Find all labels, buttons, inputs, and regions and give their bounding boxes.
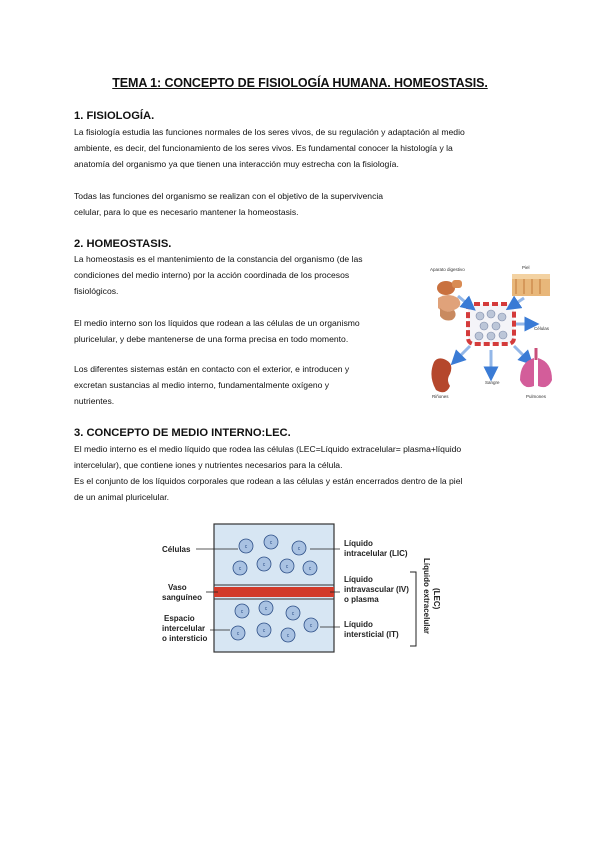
label-cells: Células	[534, 326, 550, 331]
label-digestive: Aparato digestivo	[430, 267, 465, 272]
section-2-paragraph-1: La homeostasis es el mantenimiento de la constancia del organismo (de las condiciones del medio interno) por la acción coordinada de los procesos fisiológicos.	[74, 254, 363, 296]
page-title: TEMA 1: CONCEPTO DE FISIOLOGÍA HUMANA. HOMEOSTASIS.	[112, 76, 488, 90]
label-iv-3: o plasma	[344, 595, 379, 604]
label-lec-2: (LEC)	[432, 588, 441, 610]
svg-text:c: c	[262, 562, 266, 568]
svg-text:c: c	[238, 566, 242, 572]
label-space-2: intercelular	[162, 624, 206, 633]
svg-text:c: c	[262, 628, 266, 634]
section-2-heading: 2. HOMEOSTASIS.	[74, 238, 172, 250]
label-vessel-1: Vaso	[168, 583, 187, 592]
label-cells: Células	[162, 545, 191, 554]
lungs-icon	[520, 348, 552, 387]
label-skin: Piel	[522, 265, 530, 270]
section-2-paragraph-2: El medio interno son los líquidos que rodean a las células de un organismo pluricelular, y debe mantenerse de una forma precisa en todo momento.	[74, 318, 360, 344]
section-2-paragraph-3: Los diferentes sistemas están en contacto con el exterior, e introducen y excretan sustancias al medio interno, fundamentalmente oxígeno y nutrientes.	[74, 364, 350, 406]
label-vessel-2: sanguíneo	[162, 593, 203, 602]
svg-text:c: c	[297, 546, 301, 552]
label-space-1: Espacio	[164, 614, 195, 623]
lec-bracket	[410, 572, 416, 646]
label-lec-1: Líquido extracelular	[422, 558, 431, 635]
homeostasis-diagram	[428, 262, 554, 400]
blood-vessel-band	[214, 587, 334, 597]
cells-center-icon	[468, 304, 514, 344]
label-iv-2: intravascular (IV)	[344, 585, 409, 594]
svg-text:c: c	[269, 540, 273, 546]
svg-text:c: c	[308, 566, 312, 572]
label-kidney: Riñones	[432, 394, 449, 399]
svg-text:c: c	[264, 606, 268, 612]
label-it-1: Líquido	[344, 620, 373, 629]
svg-text:c: c	[285, 564, 289, 570]
digestive-organs-icon	[437, 280, 462, 321]
label-lic-1: Líquido	[344, 539, 373, 548]
label-lic-2: intracelular (LIC)	[344, 549, 408, 558]
label-lungs: Pulmones	[526, 394, 547, 399]
svg-text:c: c	[236, 631, 240, 637]
section-1-paragraph-2: Todas las funciones del organismo se realizan con el objetivo de la supervivencia celular, para lo que es necesario mantener la homeostasis.	[74, 191, 384, 217]
label-blood: Sangre	[485, 380, 500, 385]
section-1-heading: 1. FISIOLOGÍA.	[74, 110, 155, 122]
label-iv-1: Líquido	[344, 575, 373, 584]
label-space-3: o intersticio	[162, 634, 208, 643]
skin-section-icon	[512, 274, 550, 296]
svg-text:c: c	[291, 611, 295, 617]
section-1-paragraph-1: La fisiología estudia las funciones normales de los seres vivos, de su regulación y adaptación al medio ambiente, es decir, del funcionamiento de los seres vivos. Es fundamental conocer la histología y la anatomía del organismo ya que tienen una interacción muy estrecha con la fisiología.	[74, 127, 465, 169]
section-3-paragraph-1: El medio interno es el medio líquido que rodea las células (LEC=Líquido extracelular= plasma+líquido intercelular), que contiene iones y nutrientes necesarios para la célula. Es el conjunto de los líquidos corporales que rodean a las células y están encerrados dentro de la piel de un animal pluricelular.	[74, 444, 463, 502]
fluid-compartments-diagram	[160, 522, 450, 656]
svg-text:c: c	[286, 633, 290, 639]
section-3-heading: 3. CONCEPTO DE MEDIO INTERNO:LEC.	[74, 427, 291, 439]
svg-text:c: c	[240, 609, 244, 615]
kidney-icon	[431, 358, 451, 392]
svg-text:c: c	[309, 623, 313, 629]
svg-text:c: c	[244, 544, 248, 550]
label-it-2: intersticial (IT)	[344, 630, 399, 639]
